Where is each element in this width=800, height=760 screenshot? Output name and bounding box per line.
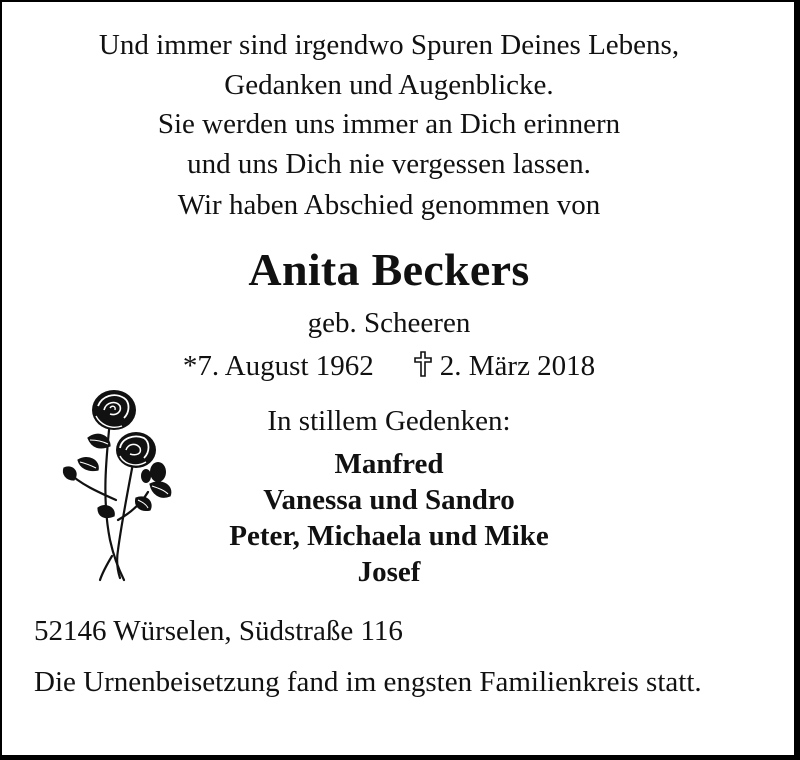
death-date: 2. März 2018 xyxy=(439,350,596,382)
deceased-name: Anita Beckers xyxy=(248,244,530,295)
farewell-text: Wir haben Abschied genommen von xyxy=(177,189,601,221)
family-address: 52146 Würselen, Südstraße 116 xyxy=(34,615,403,647)
burial-note: Die Urnenbeisetzung fand im engsten Familienkreis statt. xyxy=(34,666,702,698)
verse-line: Und immer sind irgendwo Spuren Deines Lebens, xyxy=(98,29,680,61)
cross-icon xyxy=(414,351,432,377)
mourners-list xyxy=(2,446,776,590)
mourner: Vanessa und Sandro xyxy=(263,484,515,516)
memory-heading: In stillem Gedenken: xyxy=(267,405,511,437)
mourner: Manfred xyxy=(334,448,444,480)
verse-line: Sie werden uns immer an Dich erinnern xyxy=(157,108,621,140)
verse-line: und uns Dich nie vergessen lassen. xyxy=(187,147,591,180)
mourner: Josef xyxy=(357,556,421,588)
verse xyxy=(2,26,776,184)
birth-date: *7. August 1962 xyxy=(182,350,374,382)
mourner: Peter, Michaela und Mike xyxy=(229,520,549,552)
maiden-name: geb. Scheeren xyxy=(307,307,471,339)
verse-line: Gedanken und Augenblicke. xyxy=(224,68,554,101)
